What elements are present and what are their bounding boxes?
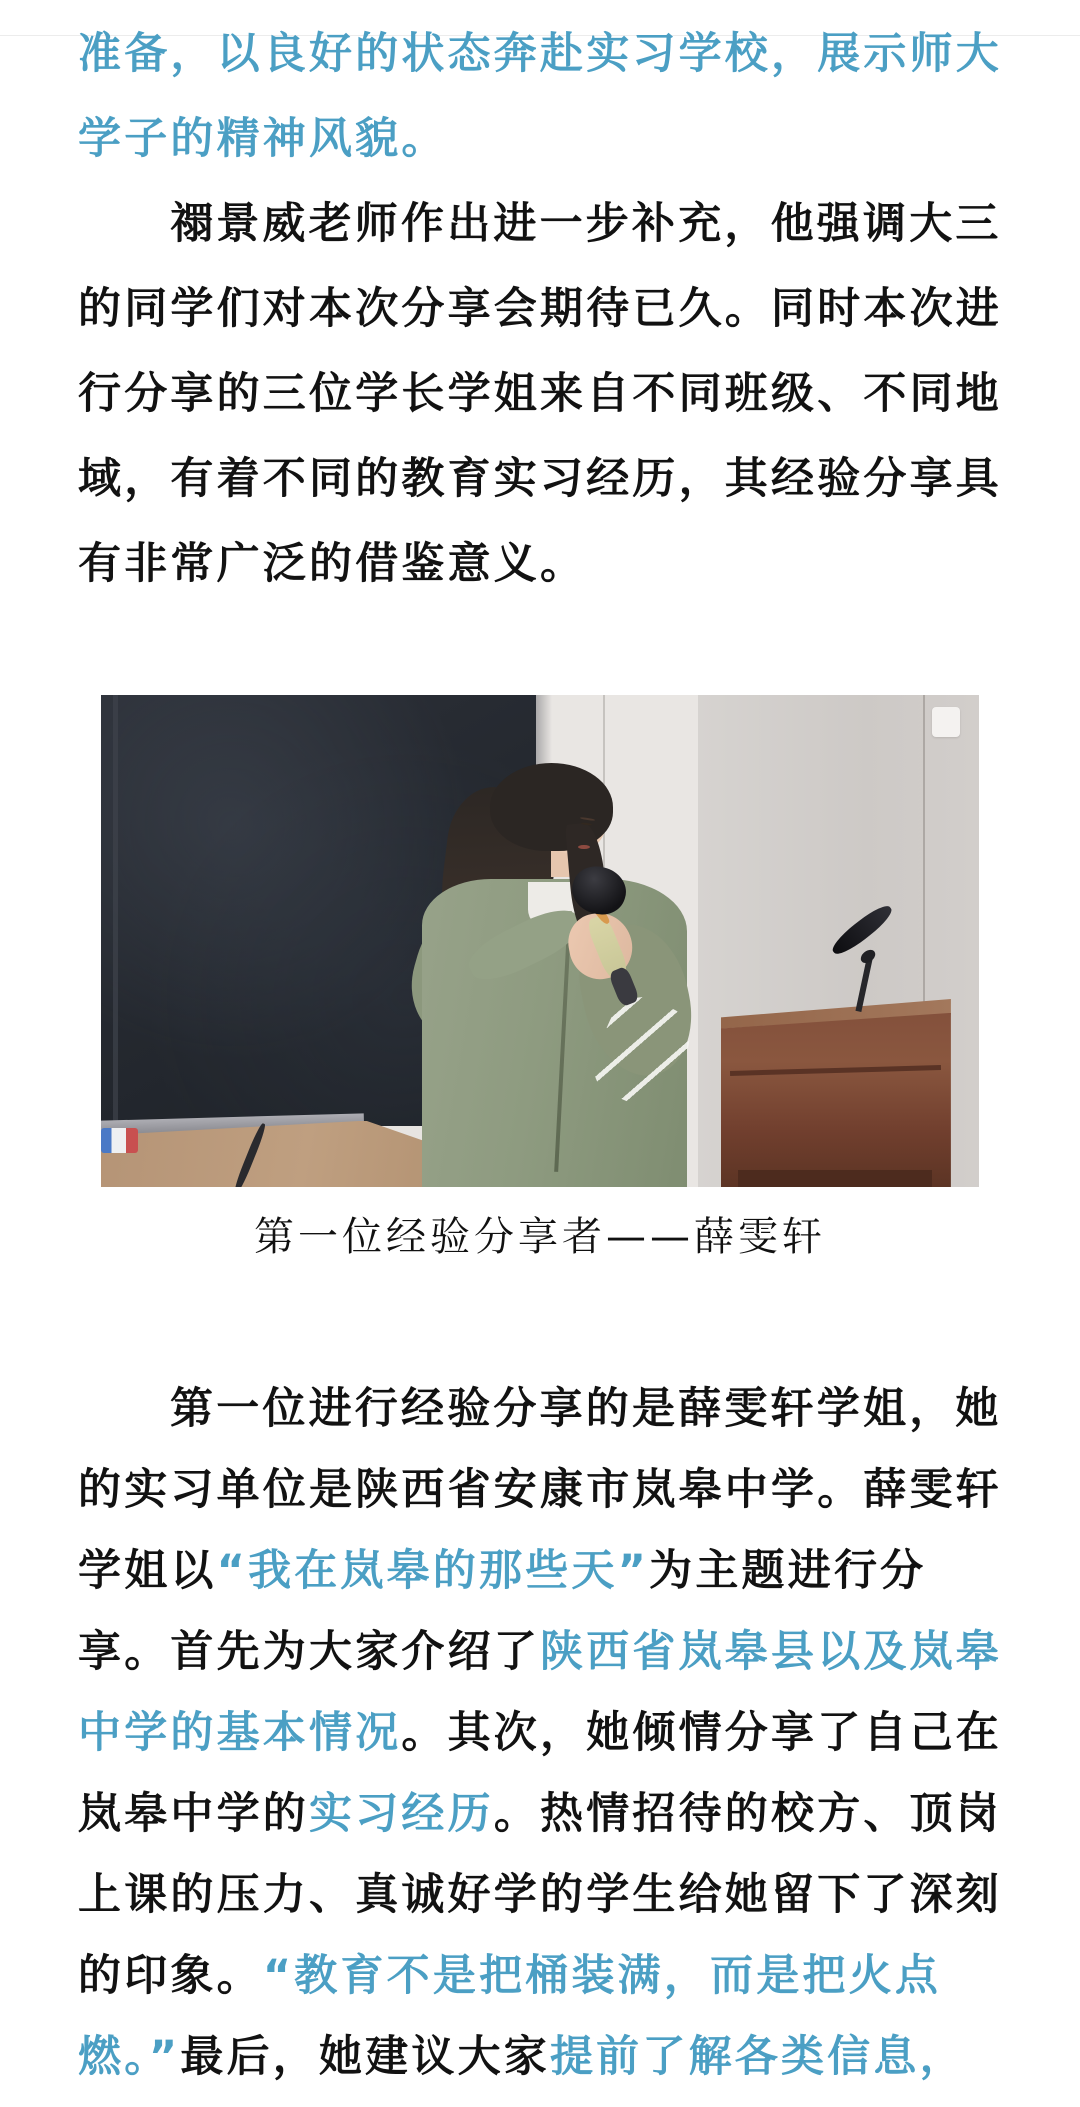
desk-object [101, 1128, 138, 1153]
body-text: 的印象。 [78, 1951, 263, 2001]
text-line [78, 1693, 1002, 1774]
highlighted-text: 准备，以良好的状态奔赴实习学校，展示师大 [78, 29, 1002, 79]
podium-base [738, 1170, 931, 1187]
text-line [78, 437, 1002, 522]
highlighted-text: 学子的精神风貌。 [78, 114, 448, 164]
body-text: 为主题进行分 [649, 1546, 927, 1596]
body-text: 行分享的三位学长学姐来自不同班级、不同地 [78, 369, 1002, 419]
wall-switch-box [932, 707, 960, 737]
speaker-photo[interactable] [101, 695, 979, 1187]
podium [721, 1013, 951, 1187]
blackboard-frame [113, 695, 117, 1126]
text-line [78, 12, 1002, 97]
paragraphs-before-photo [78, 0, 1002, 607]
highlighted-text: 实习经历 [309, 1789, 494, 1839]
paragraphs-after-photo [78, 1259, 1002, 2098]
highlighted-text: 陕西省岚皋县以及岚皋 [540, 1627, 1002, 1677]
text-line [78, 1531, 1002, 1612]
text-line [78, 2017, 1002, 2098]
text-line [78, 352, 1002, 437]
body-text: 上课的压力、真诚好学的学生给她留下了深刻 [78, 1870, 1002, 1920]
body-text: 域，有着不同的教育实习经历，其经验分享具 [78, 454, 1002, 504]
body-text: 的实习单位是陕西省安康市岚皋中学。薛雯轩 [78, 1465, 1002, 1515]
text-line [78, 1936, 1002, 2017]
body-text: 禤景威老师作出进一步补充，他强调大三 [170, 199, 1002, 249]
body-text: 学姐以 [78, 1546, 217, 1596]
body-text: 第一位进行经验分享的是薛雯轩学姐，她 [170, 1384, 1002, 1434]
highlighted-text: “我在岚皋的那些天” [216, 1546, 650, 1596]
text-line [78, 1855, 1002, 1936]
text-line [78, 1612, 1002, 1693]
body-text: 。其次，她倾情分享了自己在 [401, 1708, 1003, 1758]
paragraph-3 [78, 1369, 1002, 2098]
speaker-mouth [578, 845, 590, 849]
paragraph-2 [78, 182, 1002, 607]
text-line [78, 1450, 1002, 1531]
highlighted-text: 燃。” [78, 2032, 181, 2082]
body-text: 最后，她建议大家 [180, 2032, 550, 2082]
text-line [78, 182, 1002, 267]
paragraph-1 [78, 12, 1002, 182]
highlighted-text: 中学的基本情况 [78, 1708, 402, 1758]
text-line [78, 522, 1002, 607]
body-text: 享。首先为大家介绍了 [78, 1627, 540, 1677]
body-text: 。热情招待的校方、顶岗 [493, 1789, 1003, 1839]
text-line [78, 1369, 1002, 1450]
text-line [78, 97, 1002, 182]
body-text: 岚皋中学的 [78, 1789, 309, 1839]
text-line [78, 267, 1002, 352]
highlighted-text: 提前了解各类信息， [549, 2032, 966, 2082]
photo-caption: 第一位经验分享者——薛雯轩 [254, 1214, 826, 1260]
highlighted-text: “教育不是把桶装满，而是把火点 [262, 1951, 942, 2001]
body-text: 有非常广泛的借鉴意义。 [78, 539, 587, 589]
body-text: 的同学们对本次分享会期待已久。同时本次进 [78, 284, 1002, 334]
text-line [78, 1774, 1002, 1855]
